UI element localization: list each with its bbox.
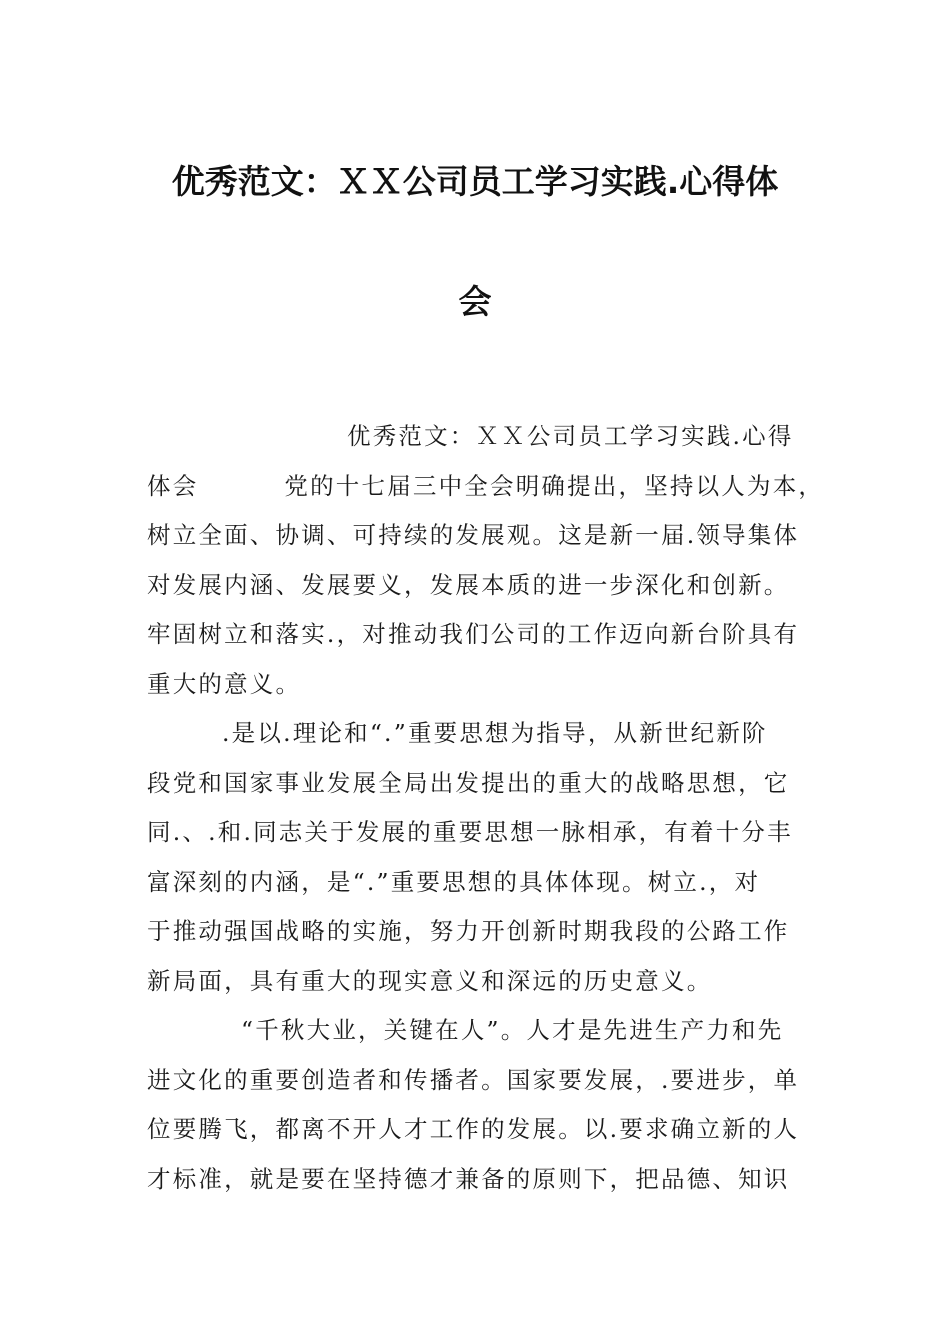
paragraph-line: 牢固树立和落实.，对推动我们公司的工作迈向新台阶具有: [147, 620, 800, 648]
paragraph-line: 重大的意义。: [147, 669, 302, 698]
paragraph-line: [147, 462, 825, 512]
document-body: [147, 412, 825, 1204]
paragraph-line: 新局面，具有重大的现实意义和深远的历史意义。: [147, 966, 713, 995]
paragraph-line: “千秋大业，关键在人”。人才是先进生产力和先: [241, 1016, 784, 1044]
paragraph-line: 富深刻的内涵，是“.”重要思想的具体体现。树立.，对: [147, 867, 761, 896]
paragraph-1: [147, 412, 825, 709]
document-title-line-1: 优秀范文：ＸＸ公司员工学习实践.心得体: [171, 162, 779, 201]
paragraph-line-segment: 体会: [147, 471, 199, 500]
paragraph-line: .是以.理论和“.”重要思想为指导，从新世纪新阶: [222, 719, 768, 747]
paragraph-line-segment: 党的十七届三中全会明确提出，坚持以人为本，: [284, 471, 825, 500]
document-title-line-2: 会: [458, 282, 492, 321]
paragraph-2: [147, 709, 812, 1006]
paragraph-line: 树立全面、协调、可持续的发展观。这是新一届.领导集体: [147, 521, 800, 549]
paragraph-line: 对发展内涵、发展要义，发展本质的进一步深化和创新。: [147, 570, 790, 599]
paragraph-3: [147, 1006, 812, 1204]
paragraph-line: 才标准，就是要在坚持德才兼备的原则下，把品德、知识: [147, 1164, 790, 1193]
paragraph-line: 于推动强国战略的实施，努力开创新时期我段的公路工作: [147, 917, 790, 945]
paragraph-line: 位要腾飞，都离不开人才工作的发展。以.要求确立新的人: [147, 1115, 800, 1143]
paragraph-line: 进文化的重要创造者和传播者。国家要发展，.要进步，单: [147, 1065, 800, 1094]
paragraph-line: 同.、.和.同志关于发展的重要思想一脉相承，有着十分丰: [147, 818, 793, 846]
paragraph-line: 段党和国家事业发展全局出发提出的重大的战略思想，它: [147, 768, 790, 797]
paragraph-line: 优秀范文：ＸＸ公司员工学习实践.心得: [347, 422, 794, 450]
